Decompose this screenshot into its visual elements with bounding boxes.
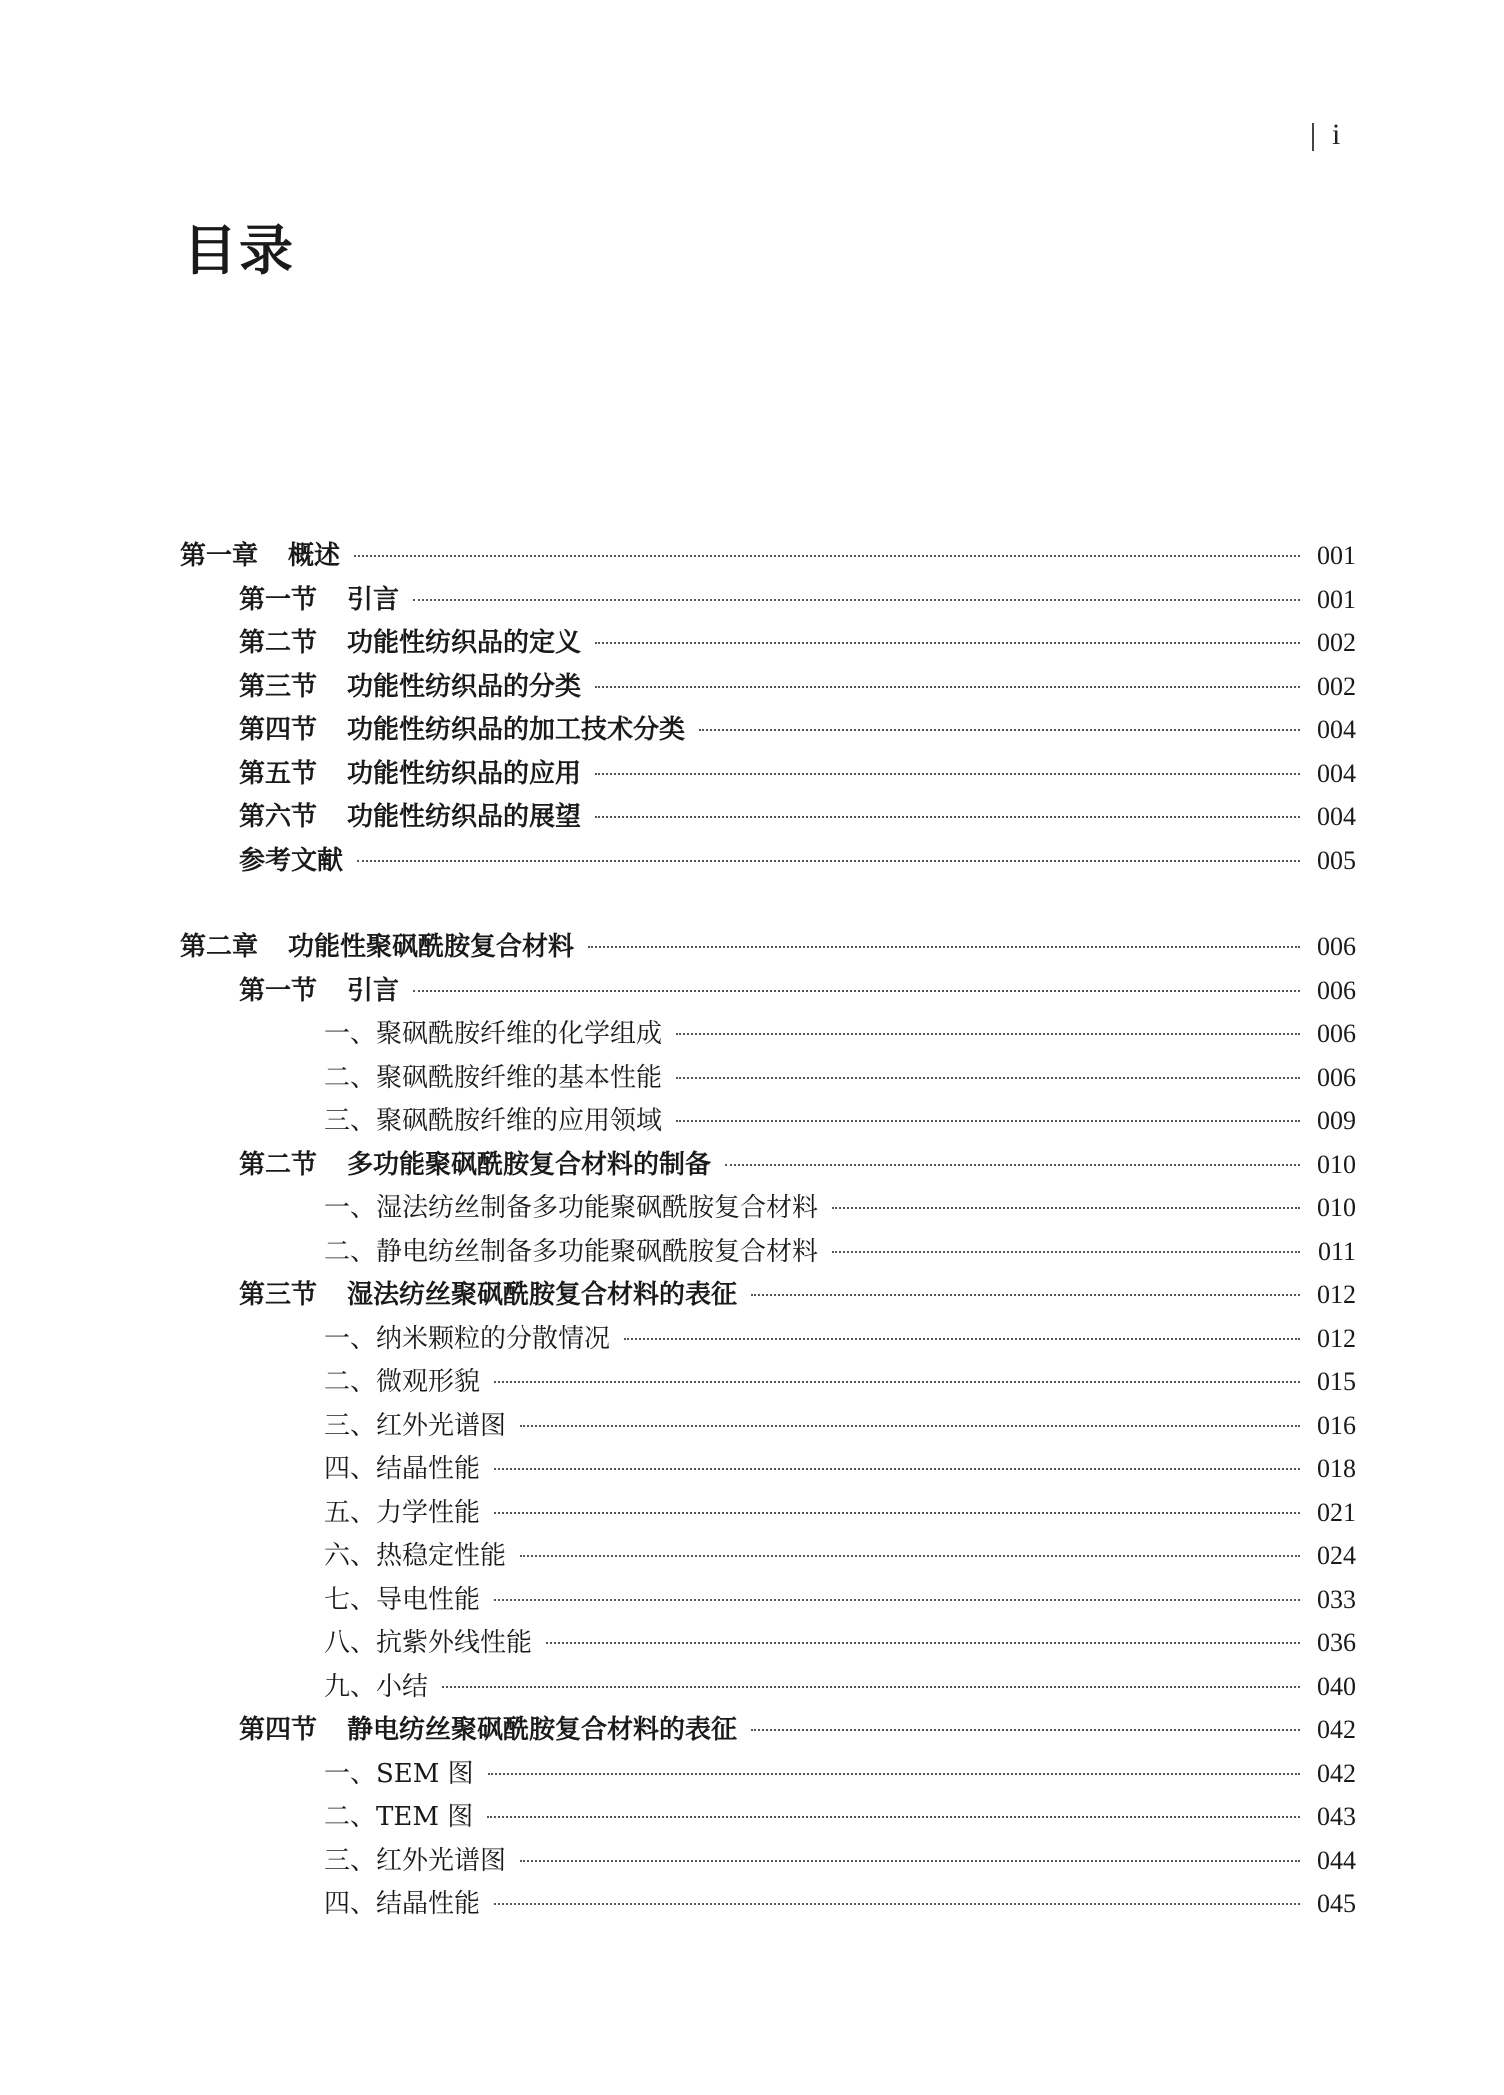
toc-page-number: 009 — [1317, 1106, 1356, 1135]
toc-page-number: 015 — [1317, 1367, 1356, 1396]
toc-entry-label — [324, 1883, 480, 1927]
dot-leader — [546, 1642, 1300, 1644]
dot-leader — [725, 1164, 1300, 1166]
dot-leader — [595, 686, 1300, 688]
toc-entry-label — [324, 1666, 428, 1710]
toc-entry-label — [324, 1231, 818, 1275]
dot-leader — [699, 729, 1300, 731]
header-rule — [1312, 123, 1314, 151]
toc-entry-number: 第四节 — [239, 715, 318, 745]
toc-subsection-entry[interactable] — [180, 1578, 1356, 1622]
toc-subsection-entry[interactable] — [180, 1534, 1356, 1578]
toc-entry-label — [239, 970, 399, 1014]
toc-section-entry[interactable] — [180, 621, 1356, 665]
toc-entry-label — [324, 1057, 662, 1101]
dot-leader — [487, 1816, 1300, 1818]
dot-leader — [595, 816, 1300, 818]
toc-entry-label — [239, 840, 343, 884]
dot-leader — [520, 1555, 1300, 1557]
toc-entry-title: 三、聚砜酰胺纤维的应用领域 — [324, 1106, 663, 1136]
toc-entry-title: 功能性纺织品的加工技术分类 — [347, 715, 686, 745]
dot-leader — [588, 946, 1300, 948]
dot-leader — [494, 1381, 1300, 1383]
dot-leader — [354, 555, 1300, 557]
toc-section-entry[interactable] — [180, 839, 1356, 883]
toc-subsection-entry[interactable] — [180, 1752, 1356, 1796]
toc-chapter-block — [180, 925, 1356, 1926]
toc-section-entry[interactable] — [180, 665, 1356, 709]
toc-page-number: 006 — [1317, 932, 1356, 961]
toc-subsection-entry[interactable] — [180, 1839, 1356, 1883]
toc-entry-label — [324, 1579, 480, 1623]
toc-page-number: 012 — [1317, 1280, 1356, 1309]
dot-leader — [832, 1207, 1300, 1209]
toc-entry-label — [324, 1622, 532, 1666]
dot-leader — [676, 1120, 1300, 1122]
toc-entry-label — [239, 796, 581, 840]
toc-section-entry[interactable] — [180, 1273, 1356, 1317]
toc-chapter-entry[interactable] — [180, 925, 1356, 969]
toc-entry-title: 二、静电纺丝制备多功能聚砜酰胺复合材料 — [324, 1236, 819, 1267]
dot-leader — [676, 1077, 1300, 1079]
toc-entry-label — [324, 1361, 480, 1405]
toc-page-number: 001 — [1317, 584, 1356, 614]
toc-entry-title: 三、红外光谱图 — [324, 1845, 507, 1876]
dot-leader — [520, 1425, 1300, 1427]
toc-entry-label — [324, 1013, 662, 1057]
toc-entry-title: 二、聚砜酰胺纤维的基本性能 — [324, 1062, 663, 1093]
toc-entry-label — [324, 1535, 506, 1579]
toc-page-number: 021 — [1317, 1497, 1356, 1527]
toc-entry-title: 功能性纺织品的展望 — [347, 802, 582, 832]
toc-entry-label — [239, 1709, 737, 1753]
toc-entry-title: 功能性纺织品的定义 — [347, 628, 582, 658]
toc-page-number: 042 — [1317, 1715, 1356, 1744]
dot-leader — [494, 1468, 1300, 1470]
toc-page-number: 001 — [1317, 541, 1356, 570]
toc-page-number: 045 — [1317, 1889, 1356, 1918]
toc-page-number: 004 — [1317, 715, 1356, 744]
toc-entry-label — [324, 1187, 818, 1231]
toc-page-number: 033 — [1317, 1584, 1356, 1614]
toc-page-number: 005 — [1317, 845, 1356, 875]
dot-leader — [494, 1512, 1300, 1514]
toc-entry-number: 第一节 — [239, 975, 318, 1006]
dot-leader — [676, 1033, 1300, 1035]
page-title: 目录 — [183, 219, 295, 282]
toc-entry-number: 第五节 — [239, 758, 318, 789]
toc-subsection-entry[interactable] — [180, 1491, 1356, 1535]
dot-leader — [357, 860, 1300, 862]
toc-entry-label — [324, 1448, 480, 1492]
toc-page-number: 016 — [1317, 1410, 1356, 1440]
toc-entry-number: 第三节 — [239, 1280, 318, 1310]
toc-section-entry[interactable] — [180, 969, 1356, 1013]
toc-section-entry[interactable] — [180, 708, 1356, 752]
toc-subsection-entry[interactable] — [180, 1099, 1356, 1143]
dot-leader — [494, 1903, 1300, 1905]
toc-entry-number: 第三节 — [239, 671, 318, 702]
toc-entry-number: 第二章 — [180, 932, 259, 962]
toc-entry-label — [239, 579, 399, 623]
toc-entry-title: 六、热稳定性能 — [324, 1541, 507, 1571]
toc-subsection-entry[interactable] — [180, 1621, 1356, 1665]
table-of-contents — [180, 534, 1356, 1969]
toc-page-number: 006 — [1317, 1062, 1356, 1092]
toc-entry-label — [324, 1318, 610, 1362]
toc-page-number: 006 — [1317, 975, 1356, 1005]
toc-entry-label — [324, 1753, 474, 1797]
toc-entry-number: 第一节 — [239, 584, 318, 615]
dot-leader — [832, 1251, 1300, 1253]
dot-leader — [488, 1773, 1300, 1775]
toc-entry-label — [180, 926, 574, 970]
toc-page-number: 002 — [1317, 671, 1356, 701]
toc-subsection-entry[interactable] — [180, 1056, 1356, 1100]
toc-page-number: 018 — [1317, 1454, 1356, 1483]
toc-entry-title: 引言 — [347, 975, 400, 1006]
toc-entry-title: 功能性纺织品的应用 — [347, 758, 582, 789]
dot-leader — [595, 773, 1300, 775]
toc-page-number: 004 — [1317, 758, 1356, 788]
toc-entry-label — [239, 666, 581, 710]
toc-entry-label — [324, 1405, 506, 1449]
dot-leader — [520, 1860, 1300, 1862]
toc-entry-title: 功能性纺织品的分类 — [347, 671, 582, 702]
toc-section-entry[interactable] — [180, 1143, 1356, 1187]
toc-entry-number: 第二节 — [239, 628, 318, 658]
toc-entry-number: 第一章 — [180, 541, 259, 571]
dot-leader — [624, 1338, 1300, 1340]
toc-subsection-entry[interactable] — [180, 1360, 1356, 1404]
toc-page-number: 042 — [1317, 1758, 1356, 1788]
toc-entry-title: 功能性聚砜酰胺复合材料 — [288, 932, 575, 962]
toc-chapter-entry[interactable] — [180, 534, 1356, 578]
toc-page-number: 006 — [1317, 1019, 1356, 1048]
toc-entry-label — [239, 1274, 737, 1318]
toc-page-number: 036 — [1317, 1628, 1356, 1657]
toc-entry-title: 湿法纺丝聚砜酰胺复合材料的表征 — [347, 1280, 738, 1310]
toc-entry-title: 九、小结 — [324, 1671, 429, 1702]
toc-page-number: 012 — [1317, 1323, 1356, 1353]
toc-section-entry[interactable] — [180, 578, 1356, 622]
toc-entry-number: 第四节 — [239, 1715, 318, 1745]
toc-subsection-entry[interactable] — [180, 1186, 1356, 1230]
toc-page-number: 024 — [1317, 1541, 1356, 1570]
toc-chapter-block — [180, 534, 1356, 882]
toc-entry-title: 一、聚砜酰胺纤维的化学组成 — [324, 1019, 663, 1049]
toc-page-number: 040 — [1317, 1671, 1356, 1701]
toc-entry-title: 四、结晶性能 — [324, 1454, 481, 1484]
toc-entry-label — [324, 1796, 473, 1840]
toc-entry-title: 概述 — [288, 541, 341, 571]
toc-entry-title: 二、TEM 图 — [324, 1802, 474, 1832]
toc-section-entry[interactable] — [180, 752, 1356, 796]
toc-page-number: 002 — [1317, 628, 1356, 657]
toc-page-number: 010 — [1317, 1149, 1356, 1179]
toc-entry-label — [324, 1492, 480, 1536]
toc-page-number: 043 — [1317, 1802, 1356, 1831]
toc-page-number: 010 — [1317, 1193, 1356, 1222]
toc-page-number: 044 — [1317, 1845, 1356, 1875]
dot-leader — [751, 1294, 1300, 1296]
dot-leader — [442, 1686, 1300, 1688]
toc-subsection-entry[interactable] — [180, 1317, 1356, 1361]
toc-entry-number: 第六节 — [239, 802, 318, 832]
toc-entry-title: 五、力学性能 — [324, 1497, 481, 1528]
toc-subsection-entry[interactable] — [180, 1230, 1356, 1274]
toc-entry-title: 七、导电性能 — [324, 1584, 481, 1615]
toc-entry-title: 三、红外光谱图 — [324, 1410, 507, 1441]
dot-leader — [413, 990, 1300, 992]
toc-entry-title: 四、结晶性能 — [324, 1889, 481, 1919]
dot-leader — [413, 599, 1300, 601]
toc-entry-title: 引言 — [347, 584, 400, 615]
toc-entry-title: 一、SEM 图 — [324, 1758, 474, 1789]
toc-subsection-entry[interactable] — [180, 1795, 1356, 1839]
toc-entry-title: 八、抗紫外线性能 — [324, 1628, 533, 1658]
toc-entry-label — [324, 1100, 662, 1144]
dot-leader — [494, 1599, 1300, 1601]
toc-entry-title: 静电纺丝聚砜酰胺复合材料的表征 — [347, 1715, 738, 1745]
toc-subsection-entry[interactable] — [180, 1404, 1356, 1448]
toc-subsection-entry[interactable] — [180, 1882, 1356, 1926]
toc-entry-title: 一、纳米颗粒的分散情况 — [324, 1323, 611, 1354]
toc-entry-title: 二、微观形貌 — [324, 1367, 481, 1397]
toc-page-number: 004 — [1317, 802, 1356, 831]
toc-entry-title: 多功能聚砜酰胺复合材料的制备 — [347, 1149, 712, 1180]
toc-entry-label — [239, 709, 685, 753]
toc-entry-label — [239, 1144, 711, 1188]
toc-subsection-entry[interactable] — [180, 1012, 1356, 1056]
page-number — [1312, 118, 1340, 152]
toc-page-number: 011 — [1317, 1236, 1356, 1266]
toc-subsection-entry[interactable] — [180, 1665, 1356, 1709]
toc-section-entry[interactable] — [180, 1708, 1356, 1752]
toc-entry-title: 一、湿法纺丝制备多功能聚砜酰胺复合材料 — [324, 1193, 819, 1223]
toc-section-entry[interactable] — [180, 795, 1356, 839]
toc-entry-label — [324, 1840, 506, 1884]
toc-subsection-entry[interactable] — [180, 1447, 1356, 1491]
page-number-text: i — [1332, 118, 1341, 151]
dot-leader — [595, 642, 1300, 644]
toc-entry-label — [180, 535, 340, 579]
toc-entry-number: 第二节 — [239, 1149, 318, 1180]
toc-entry-title: 参考文献 — [239, 845, 344, 876]
toc-entry-label — [239, 622, 581, 666]
dot-leader — [751, 1729, 1300, 1731]
toc-entry-label — [239, 753, 581, 797]
